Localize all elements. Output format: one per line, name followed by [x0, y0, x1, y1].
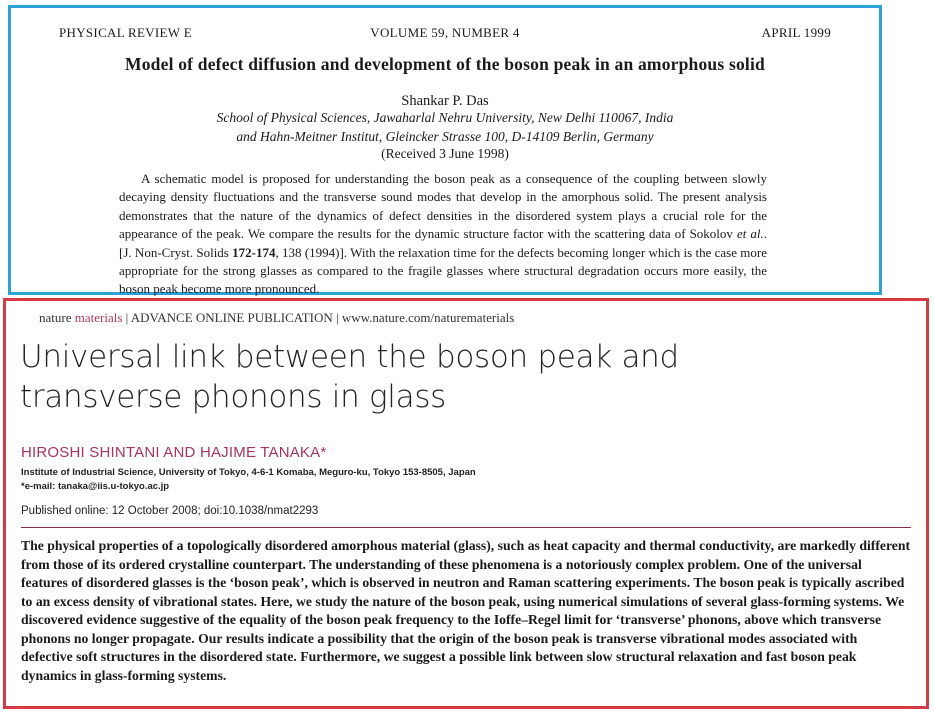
received-date: (Received 3 June 1998)	[381, 146, 509, 161]
abstract-text-3: , 138 (1994)]. With the relaxation time for the defects becoming longer which is the case more appropriate for the strong glasses as compared to the fragile glasses where structural degradation occurs more easily, the boson peak become more pronounced.	[119, 244, 767, 297]
title-line-2: transverse phonons in glass	[20, 379, 447, 415]
header-materials: materials	[74, 310, 123, 325]
abstract-text-1: A schematic model is proposed for understanding the boson peak as a consequence of the coupling between slowly decaying density fluctuations and the transverse sound modes that develop in the amorphous solid. The present analysis demonstrates that the nature of the dynamics of defect densities in the disordered system plays a crucial role for the appearance of the peak. We compare the results for the dynamic structure factor with the scattering data of Sokolov	[119, 171, 767, 242]
title-line-1: Universal link between the boson peak and	[20, 339, 679, 375]
physical-review-e-panel	[8, 5, 882, 295]
journal-name: PHYSICAL REVIEW E	[59, 25, 192, 40]
header-nature: nature	[39, 310, 75, 325]
nature-materials-panel	[3, 298, 929, 709]
abstract-etal: et al.	[736, 226, 764, 242]
abstract-volume: 172-174	[232, 244, 276, 260]
institution: Institute of Industrial Science, University of Tokyo, 4-6-1 Komaba, Meguro-ku, Tokyo 153-8505, Japan	[21, 467, 476, 478]
abstract: The physical properties of a topologically disordered amorphous material (glass), such as heat capacity and thermal conductivity, are markedly different from those of its ordered crystalline counterpart. The understanding of these phenomena is a notoriously complex problem. One of the universal features of disordered glasses is the ‘boson peak’, which is observed in neutron and Raman scattering experiments. The boson peak is typically ascribed to an excess density of vibrational states. Here, we study the nature of the boson peak, using numerical simulations of several glass-forming systems. We discovered evidence suggestive of the equality of the boson peak frequency to the Ioffe–Regel limit for ‘transverse’ phonons, above which transverse phonons no longer propagate. Our results indicate a possibility that the origin of the boson peak is transverse vibrational modes associated with defective soft structures in the disordered state. Furthermore, we suggest a possible link between slow structural relaxation and fast boson peak dynamics in glass-forming systems.	[21, 538, 911, 683]
author-name: Shankar P. Das	[401, 93, 489, 109]
publication-date: APRIL 1999	[761, 25, 831, 40]
paper-title	[20, 337, 679, 417]
affiliation-line-2: and Hahn-Meitner Institut, Gleincker Strasse 100, D-14109 Berlin, Germany	[236, 129, 654, 144]
affiliation-line-1: School of Physical Sciences, Jawaharlal Nehru University, New Delhi 110067, India	[216, 110, 674, 125]
email: *e-mail: tanaka@iis.u-tokyo.ac.jp	[21, 481, 170, 492]
volume-number: VOLUME 59, NUMBER 4	[370, 25, 520, 40]
journal-header	[59, 25, 831, 41]
journal-header	[39, 310, 514, 326]
abstract	[119, 170, 767, 299]
header-rest: | ADVANCE ONLINE PUBLICATION | www.nature.com/naturematerials	[122, 310, 515, 325]
divider	[21, 527, 911, 528]
author-names: HIROSHI SHINTANI AND HAJIME TANAKA*	[21, 444, 327, 461]
abstract-text-2: . [J. Non-Cryst. Solids	[119, 226, 768, 260]
paper-title: Model of defect diffusion and development of the boson peak in an amorphous solid	[125, 54, 765, 74]
published-info: Published online: 12 October 2008; doi:10.1038/nmat2293	[21, 505, 319, 517]
